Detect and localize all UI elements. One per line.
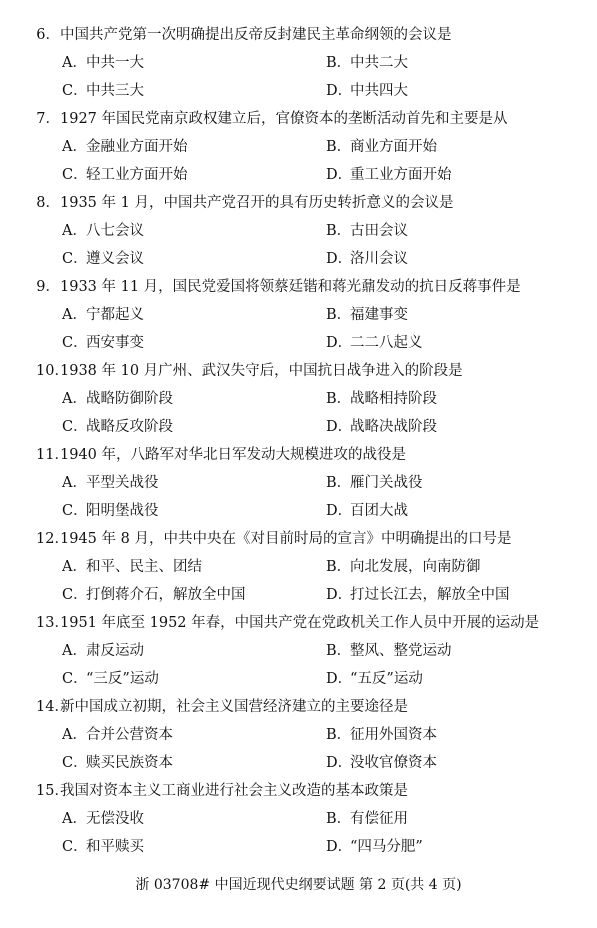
option-letter: B． bbox=[326, 391, 352, 407]
option-text: “三反”运动 bbox=[86, 671, 159, 687]
option-text: 宁都起义 bbox=[86, 307, 144, 323]
option-b bbox=[326, 220, 408, 242]
option-letter: B． bbox=[326, 643, 352, 659]
option-c bbox=[62, 752, 173, 774]
option-b bbox=[326, 556, 481, 578]
option-letter: B． bbox=[326, 307, 352, 323]
option-text: 中共一大 bbox=[86, 55, 144, 71]
option-c bbox=[62, 416, 173, 438]
option-letter: D． bbox=[326, 755, 353, 771]
option-letter: C． bbox=[62, 167, 88, 183]
option-text: 肃反运动 bbox=[86, 643, 144, 659]
option-text: 二二八起义 bbox=[350, 335, 423, 351]
option-a bbox=[62, 136, 188, 158]
option-letter: A． bbox=[62, 307, 87, 323]
question-number: 10． bbox=[36, 363, 69, 379]
question-number: 9． bbox=[36, 279, 60, 295]
option-d bbox=[326, 668, 423, 690]
question-12 bbox=[0, 528, 597, 612]
question-text: 1933 年 11 月，国民党爱国将领蔡廷锴和蒋光鼐发动的抗日反蒋事件是 bbox=[60, 279, 521, 295]
option-text: 整风、整党运动 bbox=[350, 643, 452, 659]
question-text: 1935 年 1 月，中国共产党召开的具有历史转折意义的会议是 bbox=[60, 195, 454, 211]
option-d bbox=[326, 80, 408, 102]
option-b bbox=[326, 52, 408, 74]
option-text: 百团大战 bbox=[350, 503, 408, 519]
option-letter: C． bbox=[62, 671, 88, 687]
option-letter: C． bbox=[62, 83, 88, 99]
option-a bbox=[62, 388, 173, 410]
option-a bbox=[62, 724, 173, 746]
option-a bbox=[62, 556, 202, 578]
question-8 bbox=[0, 192, 597, 276]
option-letter: C． bbox=[62, 419, 88, 435]
question-stem bbox=[36, 192, 588, 214]
question-stem bbox=[36, 360, 588, 382]
question-9 bbox=[0, 276, 597, 360]
question-14 bbox=[0, 696, 597, 780]
option-letter: A． bbox=[62, 643, 87, 659]
question-text: 新中国成立初期，社会主义国营经济建立的主要途径是 bbox=[60, 699, 408, 715]
question-stem bbox=[36, 780, 588, 802]
option-d bbox=[326, 164, 452, 186]
option-d bbox=[326, 248, 408, 270]
option-text: 战略防御阶段 bbox=[86, 391, 173, 407]
option-b bbox=[326, 388, 437, 410]
option-text: 西安事变 bbox=[86, 335, 144, 351]
option-text: 金融业方面开始 bbox=[86, 139, 188, 155]
option-text: “五反”运动 bbox=[350, 671, 423, 687]
option-text: 轻工业方面开始 bbox=[86, 167, 188, 183]
option-c bbox=[62, 164, 188, 186]
option-letter: D． bbox=[326, 671, 353, 687]
option-letter: B． bbox=[326, 139, 352, 155]
option-text: 洛川会议 bbox=[350, 251, 408, 267]
question-13 bbox=[0, 612, 597, 696]
option-letter: A． bbox=[62, 223, 87, 239]
option-text: 向北发展，向南防御 bbox=[350, 559, 481, 575]
option-letter: C． bbox=[62, 503, 88, 519]
question-number: 7． bbox=[36, 111, 60, 127]
option-a bbox=[62, 220, 144, 242]
option-b bbox=[326, 472, 423, 494]
option-letter: D． bbox=[326, 587, 353, 603]
option-text: 和平、民主、团结 bbox=[86, 559, 202, 575]
page-footer: 浙 03708# 中国近现代史纲要试题 第 2 页(共 4 页) bbox=[135, 877, 462, 893]
option-letter: A． bbox=[62, 475, 87, 491]
option-c bbox=[62, 836, 144, 858]
question-number: 8． bbox=[36, 195, 60, 211]
option-c bbox=[62, 500, 159, 522]
option-a bbox=[62, 640, 144, 662]
option-text: 中共二大 bbox=[350, 55, 408, 71]
question-text: 1951 年底至 1952 年春，中国共产党在党政机关工作人员中开展的运动是 bbox=[60, 615, 540, 631]
option-letter: D． bbox=[326, 167, 353, 183]
option-b bbox=[326, 136, 437, 158]
option-letter: B． bbox=[326, 811, 352, 827]
option-b bbox=[326, 304, 408, 326]
question-text: 我国对资本主义工商业进行社会主义改造的基本政策是 bbox=[60, 783, 408, 799]
option-letter: B． bbox=[326, 559, 352, 575]
option-b bbox=[326, 808, 408, 830]
question-text: 1927 年国民党南京政权建立后，官僚资本的垄断活动首先和主要是从 bbox=[60, 111, 508, 127]
option-letter: C． bbox=[62, 335, 88, 351]
question-number: 13． bbox=[36, 615, 69, 631]
option-a bbox=[62, 472, 159, 494]
option-c bbox=[62, 248, 144, 270]
option-text: “四马分肥” bbox=[350, 839, 423, 855]
option-c bbox=[62, 80, 144, 102]
option-text: 打倒蒋介石，解放全中国 bbox=[86, 587, 246, 603]
option-letter: B． bbox=[326, 55, 352, 71]
option-d bbox=[326, 416, 437, 438]
option-text: 雁门关战役 bbox=[350, 475, 423, 491]
option-d bbox=[326, 836, 423, 858]
option-d bbox=[326, 332, 423, 354]
option-letter: B． bbox=[326, 475, 352, 491]
question-stem bbox=[36, 444, 588, 466]
option-a bbox=[62, 304, 144, 326]
option-letter: D． bbox=[326, 419, 353, 435]
option-letter: C． bbox=[62, 587, 88, 603]
option-text: 中共四大 bbox=[350, 83, 408, 99]
option-d bbox=[326, 752, 437, 774]
option-text: 重工业方面开始 bbox=[350, 167, 452, 183]
option-text: 无偿没收 bbox=[86, 811, 144, 827]
option-text: 古田会议 bbox=[350, 223, 408, 239]
option-letter: C． bbox=[62, 839, 88, 855]
option-letter: B． bbox=[326, 727, 352, 743]
option-text: 没收官僚资本 bbox=[350, 755, 437, 771]
option-a bbox=[62, 808, 144, 830]
option-letter: A． bbox=[62, 55, 87, 71]
question-number: 6． bbox=[36, 27, 60, 43]
question-6 bbox=[0, 24, 597, 108]
option-letter: A． bbox=[62, 391, 87, 407]
question-stem bbox=[36, 696, 588, 718]
option-text: 征用外国资本 bbox=[350, 727, 437, 743]
option-text: 有偿征用 bbox=[350, 811, 408, 827]
question-7 bbox=[0, 108, 597, 192]
option-text: 阳明堡战役 bbox=[86, 503, 159, 519]
option-letter: B． bbox=[326, 223, 352, 239]
option-text: 商业方面开始 bbox=[350, 139, 437, 155]
option-letter: A． bbox=[62, 559, 87, 575]
option-text: 福建事变 bbox=[350, 307, 408, 323]
question-11 bbox=[0, 444, 597, 528]
question-stem bbox=[36, 108, 588, 130]
question-15 bbox=[0, 780, 597, 864]
option-text: 遵义会议 bbox=[86, 251, 144, 267]
option-letter: A． bbox=[62, 811, 87, 827]
option-letter: A． bbox=[62, 727, 87, 743]
option-a bbox=[62, 52, 144, 74]
option-b bbox=[326, 640, 452, 662]
question-stem bbox=[36, 24, 588, 46]
option-c bbox=[62, 668, 159, 690]
option-letter: D． bbox=[326, 503, 353, 519]
option-letter: D． bbox=[326, 839, 353, 855]
option-c bbox=[62, 584, 246, 606]
option-letter: D． bbox=[326, 251, 353, 267]
option-letter: D． bbox=[326, 335, 353, 351]
question-text: 1945 年 8 月，中共中央在《对目前时局的宣言》中明确提出的口号是 bbox=[60, 531, 512, 547]
option-d bbox=[326, 500, 408, 522]
option-text: 战略反攻阶段 bbox=[86, 419, 173, 435]
option-text: 赎买民族资本 bbox=[86, 755, 173, 771]
option-letter: C． bbox=[62, 755, 88, 771]
question-stem bbox=[36, 528, 588, 550]
option-text: 中共三大 bbox=[86, 83, 144, 99]
option-letter: A． bbox=[62, 139, 87, 155]
option-text: 战略决战阶段 bbox=[350, 419, 437, 435]
option-text: 战略相持阶段 bbox=[350, 391, 437, 407]
question-number: 11． bbox=[36, 447, 69, 463]
question-text: 1938 年 10 月广州、武汉失守后，中国抗日战争进入的阶段是 bbox=[60, 363, 463, 379]
question-number: 15． bbox=[36, 783, 69, 799]
option-letter: D． bbox=[326, 83, 353, 99]
option-d bbox=[326, 584, 510, 606]
option-b bbox=[326, 724, 437, 746]
question-stem bbox=[36, 612, 588, 634]
question-number: 14． bbox=[36, 699, 69, 715]
question-stem bbox=[36, 276, 588, 298]
option-text: 打过长江去，解放全中国 bbox=[350, 587, 510, 603]
option-text: 合并公营资本 bbox=[86, 727, 173, 743]
option-text: 平型关战役 bbox=[86, 475, 159, 491]
question-10 bbox=[0, 360, 597, 444]
option-letter: C． bbox=[62, 251, 88, 267]
option-c bbox=[62, 332, 144, 354]
option-text: 八七会议 bbox=[86, 223, 144, 239]
option-text: 和平赎买 bbox=[86, 839, 144, 855]
question-number: 12． bbox=[36, 531, 69, 547]
question-text: 1940 年，八路军对华北日军发动大规模进攻的战役是 bbox=[60, 447, 407, 463]
question-text: 中国共产党第一次明确提出反帝反封建民主革命纲领的会议是 bbox=[60, 27, 452, 43]
